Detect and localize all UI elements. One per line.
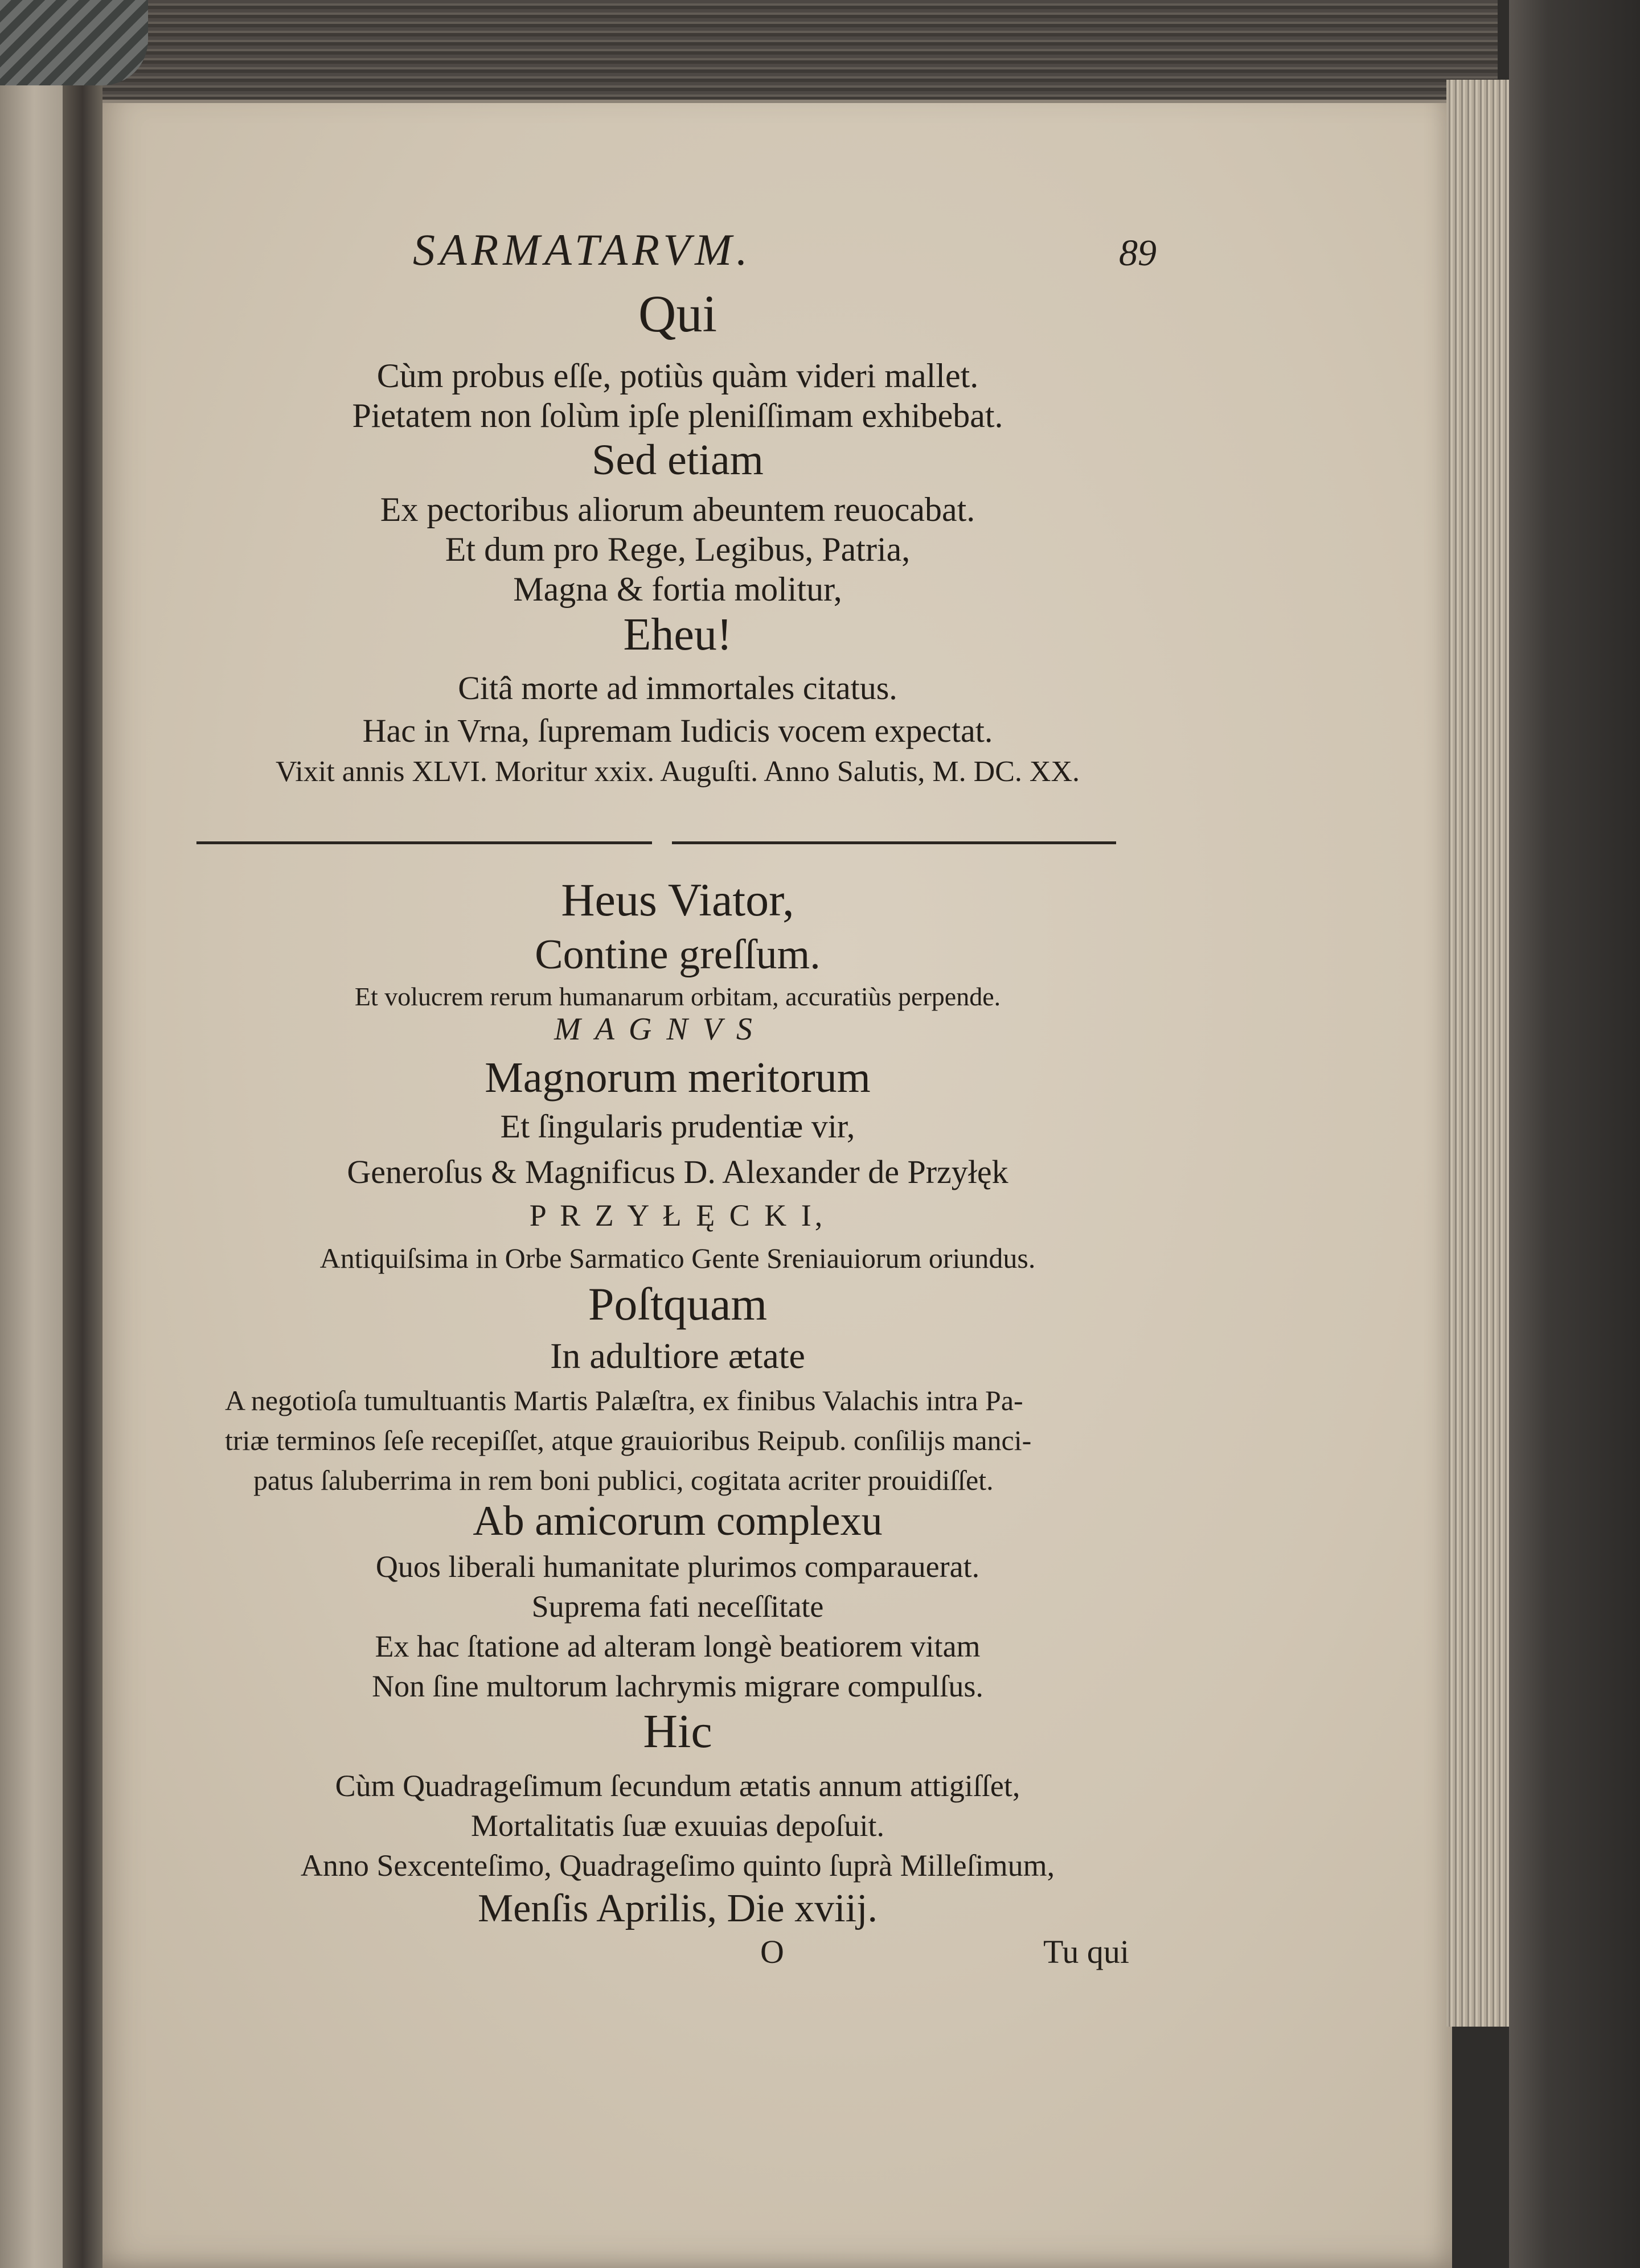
inscription-1-line-9: Citâ morte ad immortales citatus. [458,669,897,706]
inscription-2-line-4: M A G N V S [554,1012,756,1047]
inscription-2-line-21: Cùm Quadrageſimum ſecundum ætatis annum attigiſſet, [335,1769,1020,1803]
inscription-2-line-11: In adultiore ætate [550,1336,805,1376]
inscription-1-line-6: Et dum pro Rege, Legibus, Patria, [445,531,911,568]
inscription-2-line-7: Generoſus & Magnificus D. Alexander de Przyłęk [347,1153,1008,1190]
inscription-2-line-8: P R Z Y Ł Ę C K I, [529,1198,826,1232]
page-block-edge [1446,80,1515,2027]
inscription-1-line-3: Pietatem non ſolùm ipſe pleniſſimam exhibebat. [352,397,1003,434]
inscription-2-line-12: A negotioſa tumultuantis Martis Palæſtra, ex finibus Valachis intra Pa- [225,1384,1023,1416]
book-gutter [63,68,102,2268]
divider-rule-left [196,841,652,844]
inscription-2-line-9: Antiquiſsima in Orbe Sarmatico Gente Sreniauiorum oriundus. [319,1242,1036,1274]
inscription-2-line-5: Magnorum meritorum [485,1054,871,1102]
page-number: 89 [1119,232,1157,274]
inscription-2-line-20: Hic [643,1705,712,1758]
running-title: SARMATARVM. [413,225,752,274]
inscription-2-line-22: Mortalitatis ſuæ exuuias depoſuit. [471,1809,884,1843]
inscription-2-line-1: Heus Viator, [561,874,794,926]
inscription-1-line-1: Qui [638,285,717,343]
inscription-2-line-15: Ab amicorum complexu [473,1498,883,1544]
inscription-2-line-16: Quos liberali humanitate plurimos comparauerat. [375,1550,980,1584]
inscription-2-line-18: Ex hac ſtatione ad alteram longè beatiorem vitam [375,1629,981,1663]
inscription-1-line-7: Magna & fortia molitur, [513,570,842,608]
inscription-1-line-4: Sed etiam [592,436,764,484]
inscription-2-line-13: triæ terminos ſeſe recepiſſet, atque grauioribus Reipub. conſilijs manci- [225,1424,1032,1456]
signature-mark: O [760,1933,784,1970]
inscription-1-line-8: Eheu! [623,610,732,660]
inscription-2-line-3: Et volucrem rerum humanarum orbitam, accuratiùs perpende. [354,982,1001,1011]
inscription-2-line-23: Anno Sexcenteſimo, Quadrageſimo quinto ſuprà Milleſimum, [300,1848,1055,1883]
inscription-2-line-10: Poſtquam [588,1278,768,1330]
inscription-2-line-24: Menſis Aprilis, Die xviij. [478,1887,878,1930]
inscription-2-line-14: patus ſaluberrima in rem boni publici, cogitata acriter prouidiſſet. [253,1464,994,1496]
inscription-2-line-17: Suprema fati neceſſitate [531,1589,824,1624]
book-cover-edge [1509,0,1640,2268]
inscription-1-line-2: Cùm probus eſſe, potiùs quàm videri mallet. [376,357,979,395]
inscription-2-line-6: Et ſingularis prudentiæ vir, [500,1108,855,1145]
top-page-edges [102,0,1498,103]
inscription-2-line-19: Non ſine multorum lachrymis migrare compulſus. [372,1669,983,1703]
catchword: Tu qui [1043,1933,1130,1970]
inscription-2-line-2: Contine greſſum. [535,931,821,978]
divider-rule-right [672,841,1116,844]
spine-headband [0,0,148,85]
inscription-1-line-10: Hac in Vrna, ſupremam Iudicis vocem expectat. [362,712,993,749]
inscription-1-line-5: Ex pectoribus aliorum abeuntem reuocabat. [380,491,975,528]
inscription-1-line-11: Vixit annis XLVI. Moritur xxix. Auguſti. Anno Salutis, M. DC. XX. [275,755,1080,788]
